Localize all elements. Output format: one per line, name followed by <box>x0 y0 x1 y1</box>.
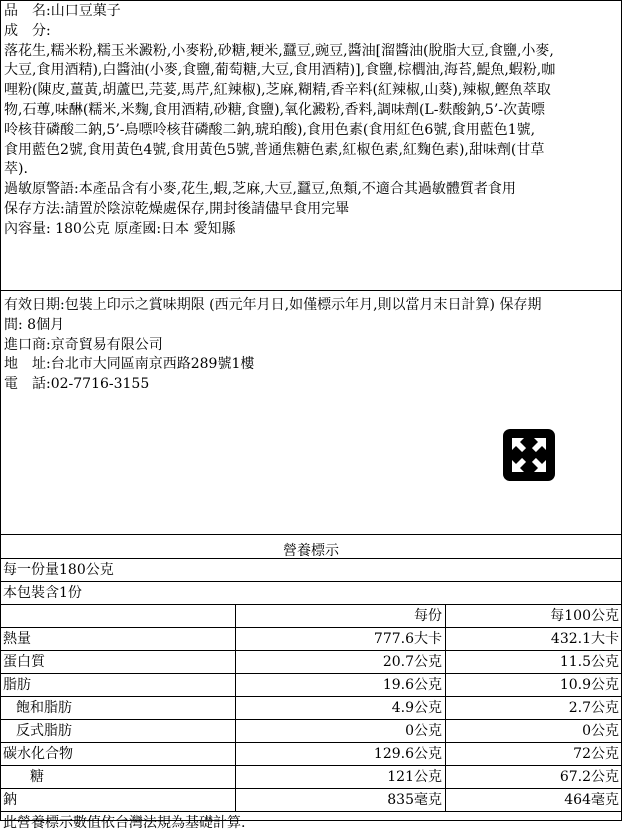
nutrition-title: 營養標示 <box>0 540 622 560</box>
ingredients-section <box>4 2 618 240</box>
servings-per-package: 本包裝含1份 <box>0 582 622 605</box>
value-per-serving: 777.6大卡 <box>236 628 446 651</box>
header-per-serving: 每份 <box>236 605 446 628</box>
expiry-info-line: 有效日期:包裝上印示之賞味期限 (西元年月日,如僅標示年月,則以當月末日計算) 保存期 <box>4 296 618 316</box>
serving-size: 每一份量180公克 <box>0 559 622 582</box>
value-per-100g: 11.5公克 <box>446 651 622 674</box>
value-per-100g: 72公克 <box>446 743 622 766</box>
table-row <box>0 628 622 651</box>
ingredients-text-line: 大豆,食用酒精),白醬油(小麥,食鹽,葡萄糖,大豆,食用酒精)],食鹽,棕櫚油,海苔,鯷魚,蝦粉,咖 <box>4 61 618 81</box>
value-per-serving: 4.9公克 <box>236 697 446 720</box>
table-row <box>0 697 622 720</box>
section-divider <box>0 534 622 535</box>
value-per-serving: 0公克 <box>236 720 446 743</box>
nutrient-name: 脂肪 <box>0 674 236 697</box>
nutrient-name: 飽和脂肪 <box>0 697 236 720</box>
table-row <box>0 651 622 674</box>
servings-row <box>0 582 622 605</box>
nutrient-name: 熱量 <box>0 628 236 651</box>
table-row <box>0 720 622 743</box>
table-row <box>0 766 622 789</box>
header-blank <box>0 605 236 628</box>
ingredients-text-line: 萃). <box>4 160 618 180</box>
value-per-serving: 129.6公克 <box>236 743 446 766</box>
value-per-100g: 0公克 <box>446 720 622 743</box>
value-per-serving: 835毫克 <box>236 789 446 812</box>
ingredients-text-line: 呤核苷磷酸二鈉,5’-鳥嘌呤核苷磷酸二鈉,琥珀酸),食用色素(食用紅色6號,食用藍色1號, <box>4 121 618 141</box>
ingredients-text-line: 哩粉(陳皮,薑黃,胡蘆巴,芫荽,馬芹,紅辣椒),芝麻,糊精,香辛料(紅辣椒,山葵),辣椒,鰹魚萃取 <box>4 81 618 101</box>
column-header-row <box>0 605 622 628</box>
ingredients-text-line: 食用藍色2號,食用黃色4號,食用黃色5號,普通焦糖色素,紅椒色素,紅麴色素),甜味劑(甘草 <box>4 141 618 161</box>
importer-phone: 電 話:02-7716-3155 <box>4 375 618 395</box>
nutrient-name: 糖 <box>0 766 236 789</box>
storage-method: 保存方法:請置於陰涼乾燥處保存,開封後請儘早食用完畢 <box>4 200 618 220</box>
product-name-line: 品 名:山口豆菓子 <box>4 2 618 22</box>
value-per-100g: 432.1大卡 <box>446 628 622 651</box>
nutrition-footnote: 此營養標示數值依台灣法規為基礎計算. <box>0 812 622 834</box>
table-row <box>0 743 622 766</box>
serving-size-row <box>0 559 622 582</box>
value-per-100g: 464毫克 <box>446 789 622 812</box>
expiry-info-line: 間: 8個月 <box>4 316 618 336</box>
ingredients-text-line: 落花生,糯米粉,糯玉米澱粉,小麥粉,砂糖,粳米,蠶豆,豌豆,醬油[溜醬油(脫脂大豆,食鹽,小麥, <box>4 42 618 62</box>
ingredients-label-line: 成 分: <box>4 22 618 42</box>
value-per-100g: 67.2公克 <box>446 766 622 789</box>
table-row <box>0 674 622 697</box>
value-per-serving: 20.7公克 <box>236 651 446 674</box>
net-content-origin: 內容量: 180公克 原產國:日本 愛知縣 <box>4 220 618 240</box>
table-row <box>0 789 622 812</box>
nutrient-name: 反式脂肪 <box>0 720 236 743</box>
value-per-100g: 2.7公克 <box>446 697 622 720</box>
header-per-100g: 每100公克 <box>446 605 622 628</box>
footnote-row <box>0 812 622 834</box>
nutrient-name: 碳水化合物 <box>0 743 236 766</box>
ingredients-text-line: 物,石蓴,味醂(糯米,米麴,食用酒精,砂糖,食鹽),氧化澱粉,香料,調味劑(L-麩酸鈉,5’-次黃嘌 <box>4 101 618 121</box>
nutrition-table <box>0 558 622 834</box>
recycle-icon <box>502 428 556 482</box>
nutrient-name: 蛋白質 <box>0 651 236 674</box>
value-per-serving: 19.6公克 <box>236 674 446 697</box>
section-divider <box>0 290 622 291</box>
value-per-100g: 10.9公克 <box>446 674 622 697</box>
importer-section <box>4 296 618 395</box>
importer-address: 地 址:台北市大同區南京西路289號1樓 <box>4 355 618 375</box>
allergen-warning: 過敏原警語:本產品含有小麥,花生,蝦,芝麻,大豆,蠶豆,魚類,不適合其過敏體質者食用 <box>4 180 618 200</box>
value-per-serving: 121公克 <box>236 766 446 789</box>
importer-name: 進口商:京奇貿易有限公司 <box>4 336 618 356</box>
nutrient-name: 鈉 <box>0 789 236 812</box>
